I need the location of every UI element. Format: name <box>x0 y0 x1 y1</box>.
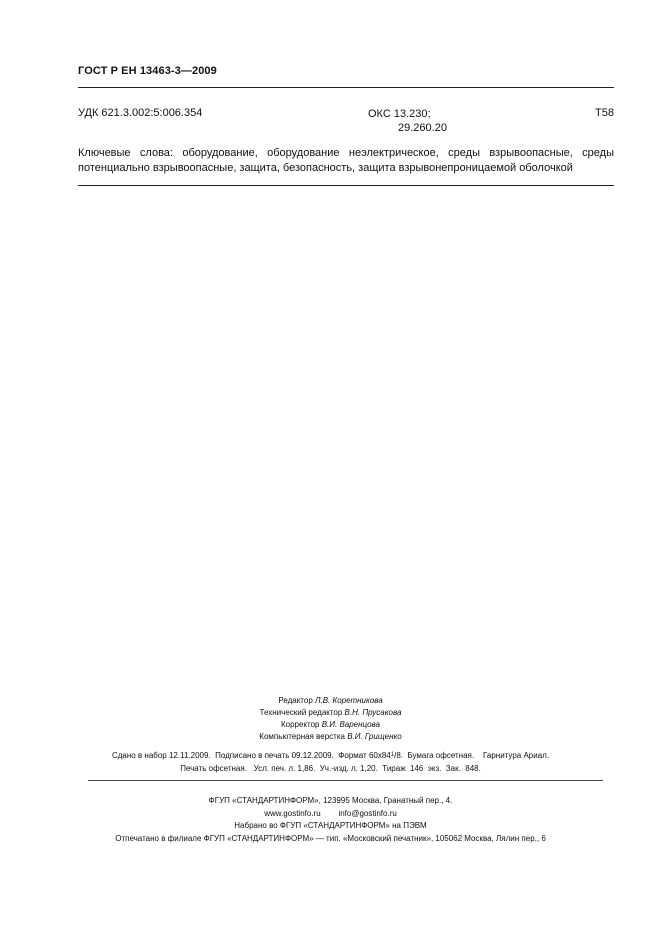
format-numerator: 1 <box>390 752 395 758</box>
udk-code: УДК 621.3.002:5:006.354 <box>78 107 203 119</box>
top-divider <box>78 87 614 88</box>
oks-code-line1: ОКС 13.230; <box>368 108 431 120</box>
oks-code-line2: 29.260.20 <box>398 122 447 134</box>
publisher-typeset: Набрано во ФГУП «СТАНДАРТИНФОРМ» на ПЭВМ <box>234 821 427 830</box>
print-details-line2: Печать офсетная. Усл. печ. л. 1,86. Уч.-изд. л. 1,20. Тираж 146 экз. Зак. 848. <box>180 763 481 773</box>
keywords-paragraph: Ключевые слова: оборудование, оборудование неэлектрическое, среды взрывоопасные, среды потенциально взрывоопасные, защита, безопасность, защита взрывонепроницаемой оболочкой <box>78 147 614 174</box>
publisher-info <box>0 795 661 845</box>
corrector-credit <box>0 719 661 731</box>
print-details-line1-a: Сдано в набор 12.11.2009. Подписано в печать 09.12.2009. Формат 60x84 <box>111 751 391 760</box>
publisher-web: www.gostinfo.ru info@gostinfo.ru <box>264 808 397 818</box>
format-slash: / <box>394 751 397 760</box>
staff-credits <box>0 695 661 743</box>
publisher-address: ФГУП «СТАНДАРТИНФОРМ», 123995 Москва, Гранатный пер., 4. <box>208 796 453 805</box>
print-details <box>0 750 661 775</box>
editor-role: Редактор <box>278 696 315 705</box>
editor-name: Л.В. Коретникова <box>315 696 383 705</box>
print-details-line1 <box>0 750 661 763</box>
layout-credit <box>0 731 661 743</box>
layout-role: Компьютерная верстка <box>259 732 348 741</box>
corrector-name: В.И. Варенцова <box>321 720 381 729</box>
layout-name: В.И. Грищенко <box>347 732 402 741</box>
corrector-role: Корректор <box>280 720 322 729</box>
publisher-printed: Отпечатано в филиале ФГУП «СТАНДАРТИНФОРМ» — тип. «Московский печатник», 105062 Москва, Лялин пер., 6 <box>115 833 546 843</box>
print-details-line1-b: . Бумага офсетная. Гарнитура Ариал. <box>400 751 550 760</box>
tech-editor-credit <box>0 707 661 719</box>
keywords-divider <box>78 185 614 186</box>
category-code: Т58 <box>595 107 614 119</box>
format-denominator: 8 <box>396 751 401 760</box>
tech-editor-role: Технический редактор <box>259 708 345 717</box>
tech-editor-name: В.Н. Прусакова <box>344 708 402 717</box>
oks-code <box>368 107 447 135</box>
editor-credit <box>0 695 661 707</box>
document-title: ГОСТ Р ЕН 13463-3—2009 <box>78 65 217 77</box>
publisher-divider <box>88 780 603 781</box>
